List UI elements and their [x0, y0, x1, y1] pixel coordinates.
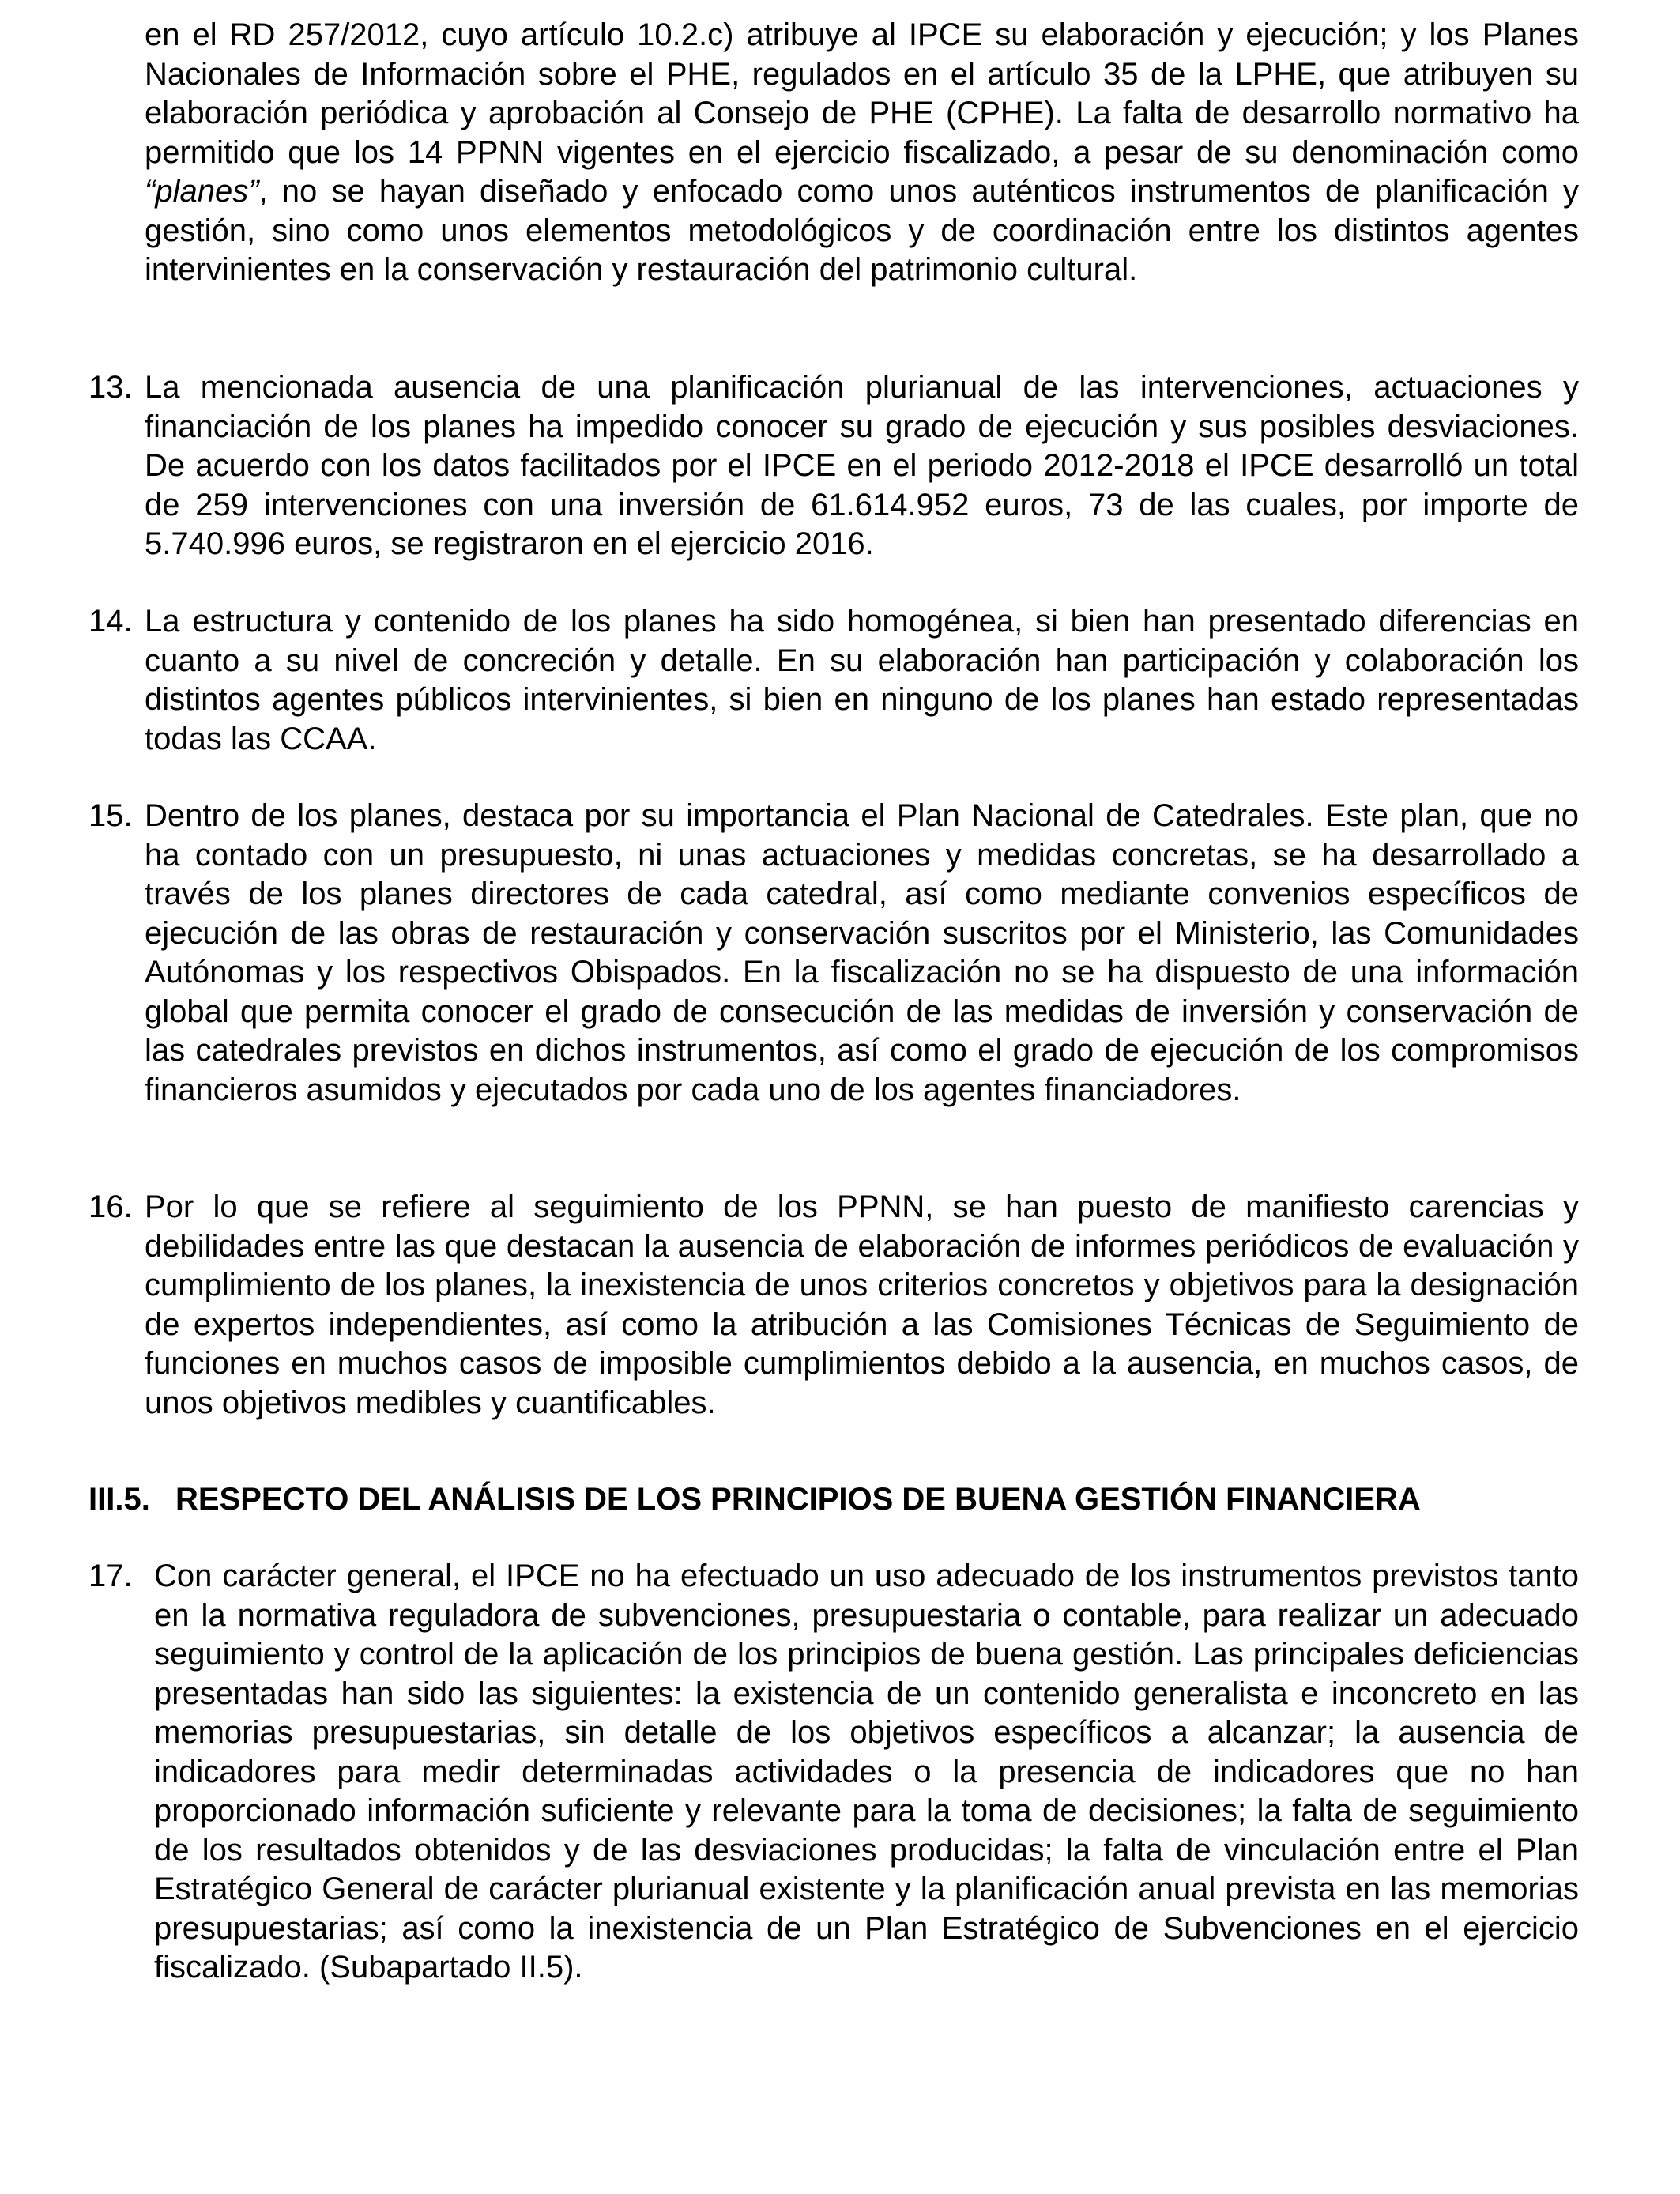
intro-paragraph-text-end: , no se hayan diseñado y enfocado como unos auténticos instrumentos de planificación y gestión, sino como unos elementos metodológicos y de coordinación entre los distintos agentes intervinientes en la conservación y restauración del patrimonio cultural.: [145, 174, 1579, 287]
paragraph-17-number: 17.: [89, 1559, 133, 1593]
intro-paragraph: [145, 16, 1579, 290]
section-title: RESPECTO DEL ANÁLISIS DE LOS PRINCIPIOS DE BUENA GESTIÓN FINANCIERA: [175, 1482, 1421, 1517]
intro-paragraph-italic-term: “planes”: [145, 174, 259, 209]
paragraph-17-text: Con carácter general, el IPCE no ha efectuado un uso adecuado de los instrumentos previstos tanto en la normativa reguladora de subvenciones, presupuestaria o contable, para realizar un adecuado seguimiento y control de la aplicación de los principios de buena gestión. Las principales deficiencias presentadas han sido las siguientes: la existencia de un contenido generalista e inconcreto en las memorias presupuestarias, sin detalle de los objetivos específicos a alcanzar; la ausencia de indicadores para medir determinadas actividades o la presencia de indicadores que no han proporcionado información suficiente y relevante para la toma de decisiones; la falta de seguimiento de los resultados obtenidos y de las desviaciones producidas; la falta de vinculación entre el Plan Estratégico General de carácter plurianual existente y la planificación anual prevista en las memorias presupuestarias; así como la inexistencia de un Plan Estratégico de Subvenciones en el ejercicio fiscalizado. (Subapartado II.5).: [154, 1559, 1579, 1985]
paragraph-15-number: 15.: [89, 798, 133, 833]
paragraph-13-text: La mencionada ausencia de una planificación plurianual de las intervenciones, actuaciones y financiación de los planes ha impedido conocer su grado de ejecución y sus posibles desviaciones. De acuerdo con los datos facilitados por el IPCE en el periodo 2012-2018 el IPCE desarrolló un total de 259 intervenciones con una inversión de 61.614.952 euros, 73 de las cuales, por importe de 5.740.996 euros, se registraron en el ejercicio 2016.: [145, 370, 1579, 561]
paragraph-16-text: Por lo que se refiere al seguimiento de los PPNN, se han puesto de manifiesto carencias y debilidades entre las que destacan la ausencia de elaboración de informes periódicos de evaluación y cumplimiento de los planes, la inexistencia de unos criterios concretos y objetivos para la designación de expertos independientes, así como la atribución a las Comisiones Técnicas de Seguimiento de funciones en muchos casos de imposible cumplimientos debido a la ausencia, en muchos casos, de unos objetivos medibles y cuantificables.: [145, 1189, 1579, 1420]
paragraph-13-number: 13.: [89, 370, 133, 405]
section-number: III.5.: [89, 1482, 150, 1517]
paragraph-14-number: 14.: [89, 604, 133, 639]
paragraph-16-number: 16.: [89, 1189, 133, 1224]
intro-paragraph-text-start: en el RD 257/2012, cuyo artículo 10.2.c) atribuye al IPCE su elaboración y ejecución; y los Planes Nacionales de Información sobre el PHE, regulados en el artículo 35 de la LPHE, que atribuyen su elaboración periódica y aprobación al Consejo de PHE (CPHE). La falta de desarrollo normativo ha permitido que los 14 PPNN vigentes en el ejercicio fiscalizado, a pesar de su denominación como: [145, 17, 1579, 170]
paragraph-15-text: Dentro de los planes, destaca por su importancia el Plan Nacional de Catedrales. Este plan, que no ha contado con un presupuesto, ni unas actuaciones y medidas concretas, se ha desarrollado a través de los planes directores de cada catedral, así como mediante convenios específicos de ejecución de las obras de restauración y conservación suscritos por el Ministerio, las Comunidades Autónomas y los respectivos Obispados. En la fiscalización no se ha dispuesto de una información global que permita conocer el grado de consecución de las medidas de inversión y conservación de las catedrales previstos en dichos instrumentos, así como el grado de ejecución de los compromisos financieros asumidos y ejecutados por cada uno de los agentes financiadores.: [145, 798, 1579, 1107]
paragraph-14-text: La estructura y contenido de los planes ha sido homogénea, si bien han presentado diferencias en cuanto a su nivel de concreción y detalle. En su elaboración han participación y colaboración los distintos agentes públicos intervinientes, si bien en ninguno de los planes han estado representadas todas las CCAA.: [145, 604, 1579, 756]
